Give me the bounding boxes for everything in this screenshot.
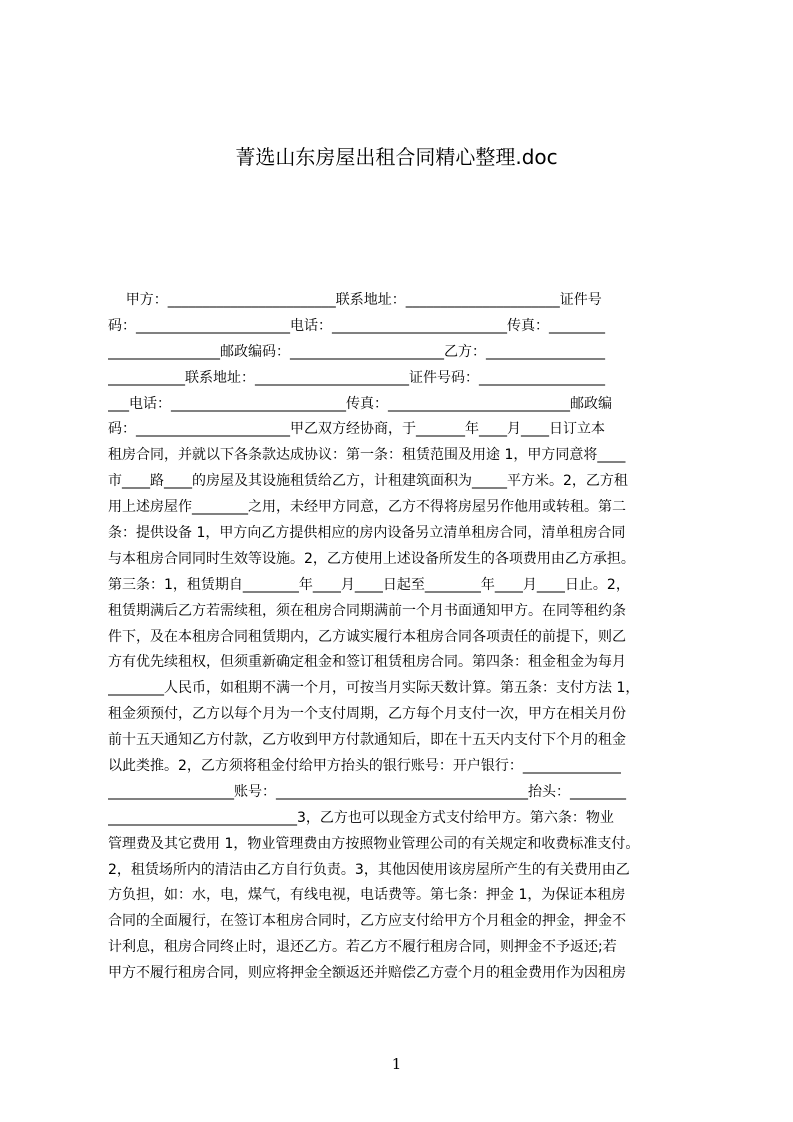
page-number: 1: [391, 1055, 402, 1073]
contract-line: 用上述房屋作________之用，未经甲方同意，乙方不得将房屋另作他用或转租。第二: [108, 499, 626, 516]
contract-line: 码：______________________电话：_________________________传真：________: [108, 317, 605, 334]
contract-line: 前十五天通知乙方付款，乙方收到甲方付款通知后，即在十五天内支付下个月的租金: [108, 732, 626, 749]
contract-line: 甲方不履行租房合同，则应将押金全额返还并赔偿乙方壹个月的租金费用作为因租房: [108, 965, 626, 982]
contract-line: ________人民币，如租期不满一个月，可按当月实际天数计算。第五条：支付方法 1，: [108, 680, 640, 697]
contract-line: 合同的全面履行，在签订本租房合同时，乙方应支付给甲方个月租金的押金，押金不: [108, 913, 626, 930]
contract-line: ___________________________3，乙方也可以现金方式支付给甲方。第六条：物业: [108, 809, 614, 826]
contract-line: 2，租赁场所内的清洁由乙方自行负责。3，其他因使用该房屋所产生的有关费用由乙: [108, 861, 630, 878]
contract-line: ________________邮政编码：______________________乙方：_________________: [108, 343, 605, 360]
contract-line: 码：______________________甲乙双方经协商，于_______年____月____日订立本: [108, 421, 605, 438]
contract-line: 第三条：1，租赁期自________年____月____日起至________年____月____日止。2，: [108, 576, 630, 593]
contract-line: 以此类推。2，乙方须将租金付给甲方抬头的银行账号：开户银行：______________: [108, 758, 621, 775]
contract-line: 租赁期满后乙方若需续租，须在租房合同期满前一个月书面通知甲方。在同等租约条: [108, 602, 626, 619]
contract-line: ___________联系地址：______________________证件号码：__________________: [108, 369, 605, 386]
contract-line: 管理费及其它费用 1，物业管理费由方按照物业管理公司的有关规定和收费标准支付。: [108, 835, 640, 852]
contract-line: 方负担，如：水，电，煤气，有线电视，电话费等。第七条：押金 1，为保证本租房: [108, 887, 626, 904]
contract-line: 计利息，租房合同终止时，退还乙方。若乙方不履行租房合同，则押金不予返还;若: [108, 939, 617, 956]
contract-line: 租房合同，并就以下各条款达成协议：第一条：租赁范围及用途 1，甲方同意将____: [108, 447, 626, 464]
contract-line: 与本租房合同同时生效等设施。2，乙方使用上述设备所发生的各项费用由乙方承担。: [108, 550, 635, 567]
contract-body: [108, 288, 698, 987]
contract-line: 甲方：________________________联系地址：______________________证件号: [108, 292, 602, 308]
contract-line: ___电话：_________________________传真：__________________________邮政编: [108, 395, 612, 412]
contract-line: 方有优先续租权，但须重新确定租金和签订租赁租房合同。第四条：租金租金为每月: [108, 654, 626, 671]
contract-line: 租金须预付，乙方以每个月为一个支付周期，乙方每个月支付一次，甲方在相关月份: [108, 706, 626, 723]
contract-line: 件下，及在本租房合同租赁期内，乙方诚实履行本租房合同各项责任的前提下，则乙: [108, 628, 626, 645]
document-title: 菁选山东房屋出租合同精心整理.doc: [235, 145, 558, 169]
contract-line: __________________账号：____________________________________抬头：________: [108, 783, 626, 800]
contract-line: 市____路____的房屋及其设施租赁给乙方，计租建筑面积为_____平方米。2，乙方租: [108, 473, 628, 490]
contract-line: 条：提供设备 1，甲方向乙方提供相应的房内设备另立清单租房合同，清单租房合同: [108, 525, 626, 542]
